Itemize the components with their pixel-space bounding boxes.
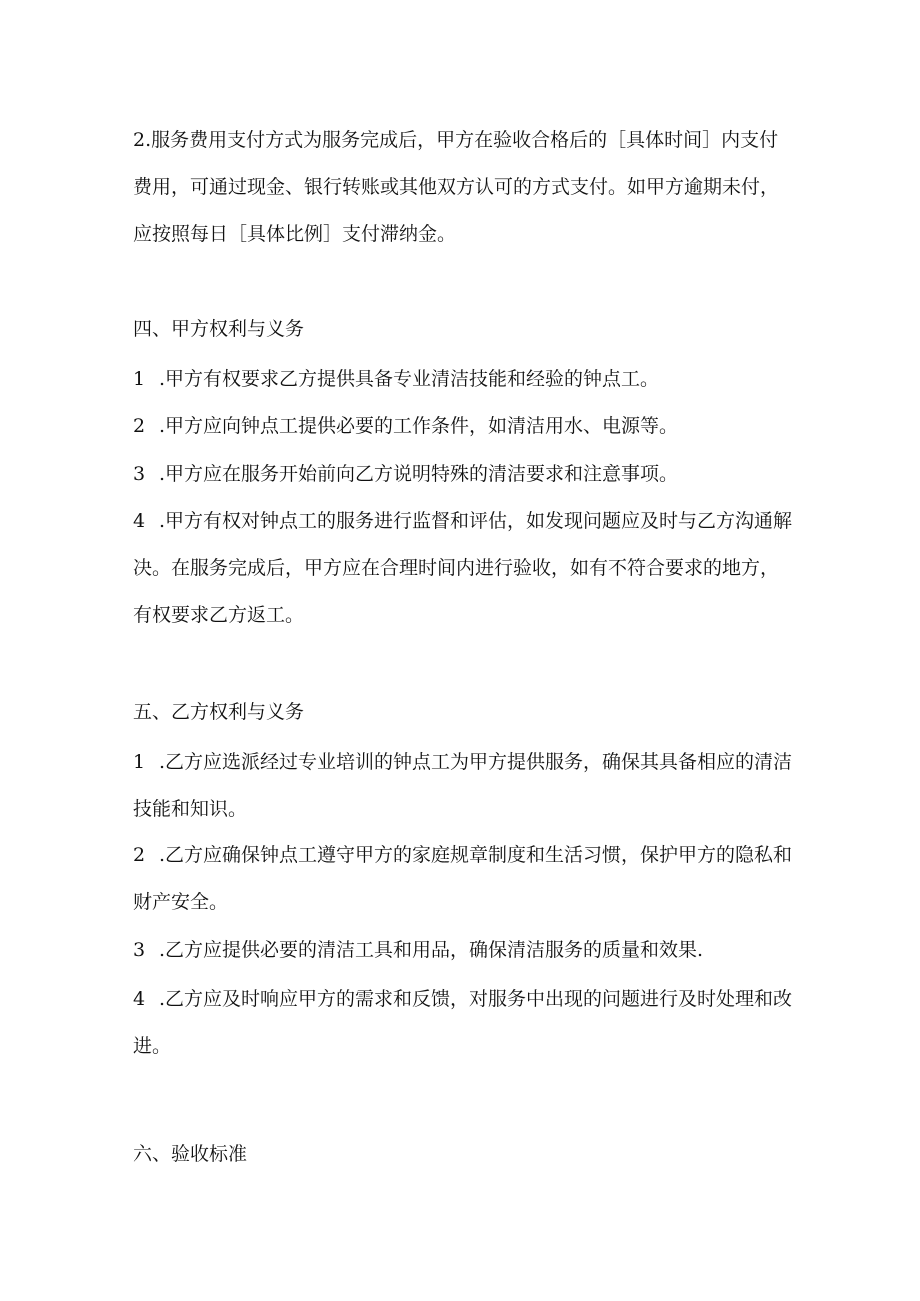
item-number: 4 <box>133 510 146 532</box>
item-text: .乙方应选派经过专业培训的钟点工为甲方提供服务，确保其具备相应的清洁技能和知识。 <box>133 751 793 820</box>
item-text: .甲方应向钟点工提供必要的工作条件，如清洁用水、电源等。 <box>159 415 679 437</box>
section-5-item-4 <box>133 976 793 1070</box>
section-5-item-3 <box>133 927 793 974</box>
section-4-item-1 <box>133 356 793 403</box>
section-5-item-2 <box>133 832 793 926</box>
section-4-item-4 <box>133 498 793 639</box>
item-text: .乙方应及时响应甲方的需求和反馈，对服务中出现的问题进行及时处理和改进。 <box>133 988 793 1057</box>
item-number: 2 <box>133 415 146 437</box>
section-4-item-3 <box>133 451 793 498</box>
item-text: .乙方应确保钟点工遵守甲方的家庭规章制度和生活习惯，保护甲方的隐私和财产安全。 <box>133 844 793 913</box>
section-6-heading: 六、验收标准 <box>133 1143 248 1165</box>
item-number: 3 <box>133 463 146 485</box>
payment-clause-2: 2.服务费用支付方式为服务完成后，甲方在验收合格后的［具体时间］内支付费用，可通过现金、银行转账或其他双方认可的方式支付。如甲方逾期未付，应按照每日［具体比例］支付滞纳金。 <box>133 129 780 245</box>
item-text: .乙方应提供必要的清洁工具和用品，确保清洁服务的质量和效果. <box>159 939 704 961</box>
section-4-item-2 <box>133 403 793 450</box>
item-number: 2 <box>133 844 146 866</box>
item-number: 4 <box>133 988 146 1010</box>
item-text: .甲方应在服务开始前向乙方说明特殊的清洁要求和注意事项。 <box>159 463 679 485</box>
item-text: .甲方有权要求乙方提供具备专业清洁技能和经验的钟点工。 <box>159 368 660 390</box>
section-4-heading: 四、甲方权利与义务 <box>133 318 305 340</box>
item-number: 3 <box>133 939 146 961</box>
item-number: 1 <box>133 368 146 390</box>
item-text: .甲方有权对钟点工的服务进行监督和评估，如发现问题应及时与乙方沟通解决。在服务完成后，甲方应在合理时间内进行验收，如有不符合要求的地方，有权要求乙方返工。 <box>133 510 793 626</box>
item-number: 1 <box>133 751 146 773</box>
section-5-heading: 五、乙方权利与义务 <box>133 701 305 723</box>
section-5-item-1 <box>133 739 793 833</box>
